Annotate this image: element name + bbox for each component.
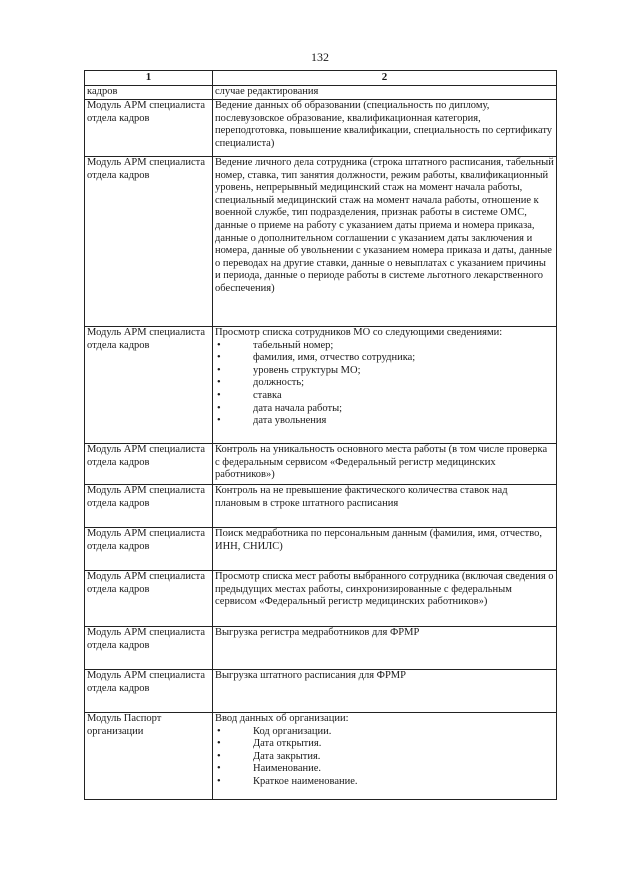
module-cell: Модуль АРМ специалиста отдела кадров (85, 327, 213, 444)
module-cell: Модуль АРМ специалиста отдела кадров (85, 627, 213, 670)
bullet-icon: • (217, 763, 221, 775)
module-cell: Модуль Паспорт организации (85, 713, 213, 800)
table-row (85, 571, 557, 627)
description-cell: Просмотр списка мест работы выбранного сотрудника (включая сведения о предыдущих местах работы, синхронизированные с федеральным сервисом «Федеральный регистр медицинских работников») (213, 571, 557, 627)
description-cell: Поиск медработника по персональным данным (фамилия, имя, отчество, ИНН, СНИЛС) (213, 528, 557, 571)
bullet-icon: • (217, 339, 221, 351)
list-intro: Ввод данных об организации: (215, 713, 349, 724)
table-row (85, 444, 557, 485)
table-row (85, 670, 557, 713)
description-cell (213, 713, 557, 800)
description-cell: Выгрузка регистра медработников для ФРМР (213, 627, 557, 670)
bullet-icon: • (217, 738, 221, 750)
description-cell: Ведение личного дела сотрудника (строка штатного расписания, табельный номер, ставка, тип занятия должности, режим работы, квалификационный уровень, непрерывный медицинский стаж на момент начала работы, специальный медицинский стаж на момент начала работы, отношение к военной службе, тип подразделения, признак работы в системе ОМС, данные о приеме на работу с указанием даты приема и номера приказа, данные о дополнительном соглашении с указанием даты заключения и номера, данные об увольнении с указанием номера приказа и даты, данные о переводах на другие ставки, данные о невыплатах с указанием причины и периода, данные о периоде работы в системе льготного лекарственного обеспечения) (213, 157, 557, 327)
module-cell: кадров (85, 86, 213, 100)
table-row (85, 485, 557, 528)
list-item: • дата увольнения (217, 415, 327, 427)
table-row (85, 327, 557, 444)
module-cell: Модуль АРМ специалиста отдела кадров (85, 100, 213, 157)
bullet-icon: • (217, 402, 221, 414)
list-item: • табельный номер; (217, 339, 334, 351)
module-cell: Модуль АРМ специалиста отдела кадров (85, 670, 213, 713)
bullet-icon: • (217, 725, 221, 737)
description-cell: Контроль на уникальность основного места работы (в том числе проверка с федеральным сервисом «Федеральный регистр медицинских работников») (213, 444, 557, 485)
module-cell: Модуль АРМ специалиста отдела кадров (85, 485, 213, 528)
bullet-icon: • (217, 364, 221, 376)
bullet-icon: • (217, 389, 221, 401)
list-item: • Краткое наименование. (217, 775, 358, 787)
description-cell: случае редактирования (213, 86, 557, 100)
list-intro: Просмотр списка сотрудников МО со следующими сведениями: (215, 327, 503, 338)
organization-fields-list (215, 726, 554, 789)
description-cell (213, 327, 557, 444)
employee-fields-list (215, 340, 554, 428)
module-cell: Модуль АРМ специалиста отдела кадров (85, 444, 213, 485)
bullet-icon: • (217, 352, 221, 364)
bullet-icon: • (217, 750, 221, 762)
description-cell: Контроль на не превышение фактического количества ставок над плановым в строке штатного расписания (213, 485, 557, 528)
list-item: • Код организации. (217, 725, 332, 737)
bullet-icon: • (217, 415, 221, 427)
list-item: • уровень структуры МО; (217, 364, 361, 376)
table-row (85, 627, 557, 670)
table-row (85, 100, 557, 157)
column-header-2: 2 (213, 71, 557, 86)
list-item: • дата начала работы; (217, 402, 343, 414)
list-item: • ставка (217, 389, 282, 401)
module-cell: Модуль АРМ специалиста отдела кадров (85, 157, 213, 327)
table-header-row (85, 71, 557, 86)
table-row (85, 528, 557, 571)
column-header-1: 1 (85, 71, 213, 86)
module-cell: Модуль АРМ специалиста отдела кадров (85, 571, 213, 627)
list-item: • должность; (217, 377, 305, 389)
table-row (85, 86, 557, 100)
table-row (85, 157, 557, 327)
bullet-icon: • (217, 377, 221, 389)
list-item: • Наименование. (217, 763, 322, 775)
module-cell: Модуль АРМ специалиста отдела кадров (85, 528, 213, 571)
list-item: • Дата открытия. (217, 738, 322, 750)
list-item: • фамилия, имя, отчество сотрудника; (217, 352, 416, 364)
list-item: • Дата закрытия. (217, 750, 321, 762)
page-number: 132 (311, 50, 329, 64)
bullet-icon: • (217, 775, 221, 787)
table-row (85, 713, 557, 800)
description-cell: Ведение данных об образовании (специальность по диплому, послевузовское образование, квалификационная категория, переподготовка, повышение квалификации, специальность по сертификату специалиста) (213, 100, 557, 157)
description-cell: Выгрузка штатного расписания для ФРМР (213, 670, 557, 713)
requirements-table (84, 70, 557, 800)
